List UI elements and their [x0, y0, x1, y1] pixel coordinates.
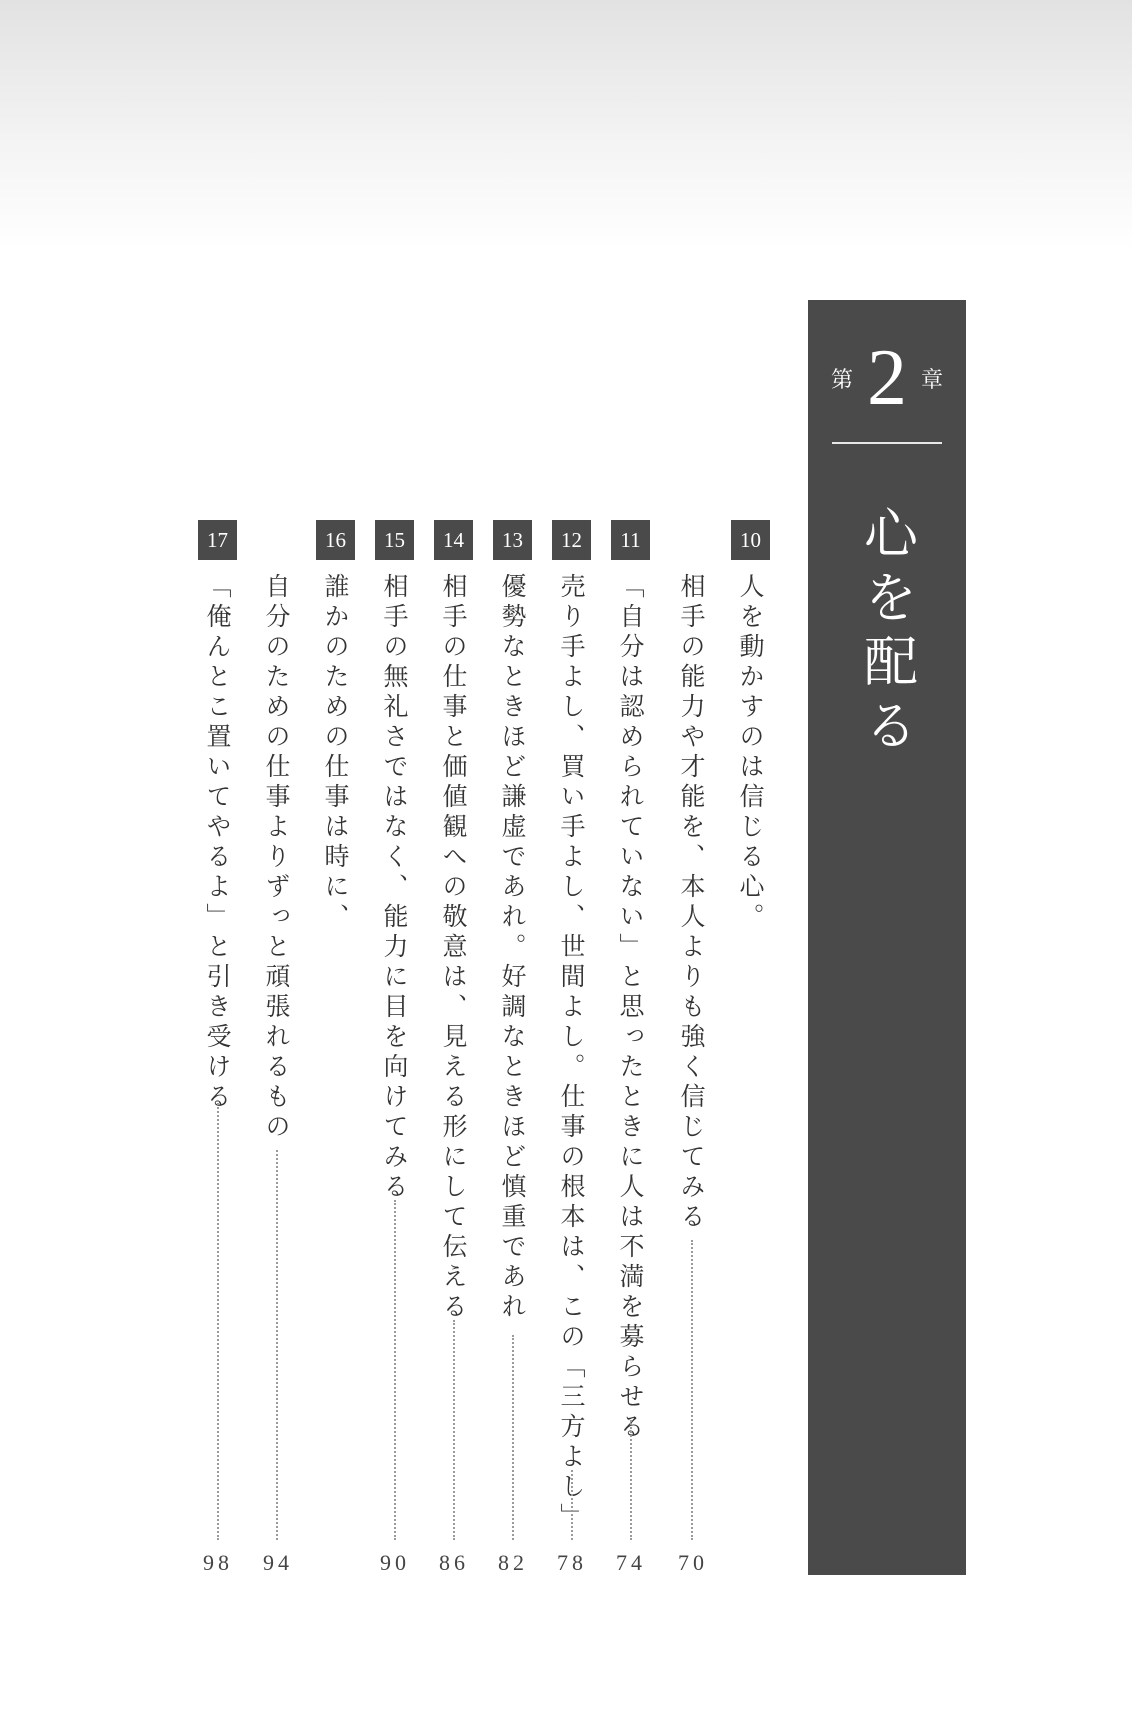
toc-entry-17[interactable] — [192, 0, 244, 1732]
dot-leader — [630, 1420, 632, 1540]
entry-page-number: 74 — [616, 1550, 646, 1575]
entry-page-number: 70 — [678, 1550, 708, 1575]
toc-entry-14[interactable] — [428, 0, 480, 1732]
dot-leader — [512, 1335, 514, 1540]
entry-title-line-2: 自分のための仕事よりずっと頑張れるもの — [262, 573, 291, 1143]
toc-entry-15[interactable] — [369, 0, 421, 1732]
entry-title-line-1: 誰かのための仕事は時に、 — [321, 573, 350, 933]
entry-title-line-1: 相手の仕事と価値観への敬意は、見える形にして伝える — [439, 573, 468, 1323]
entry-title-line-1: 「自分は認められていない」と思ったときに人は不満を募らせる — [616, 573, 645, 1443]
toc-entry-12[interactable] — [546, 0, 598, 1732]
entry-page-number: 82 — [498, 1550, 528, 1575]
entry-page-number: 86 — [439, 1550, 469, 1575]
dot-leader — [453, 1320, 455, 1540]
entry-number-badge: 13 — [493, 520, 532, 560]
chapter-title-text: 心を配る — [855, 505, 919, 761]
entry-title-line-1: 優勢なときほど謙虚であれ。好調なときほど慎重であれ — [498, 573, 527, 1323]
chapter-suffix: 章 — [921, 367, 944, 393]
dot-leader — [276, 1150, 278, 1540]
entry-page-number: 98 — [203, 1550, 233, 1575]
toc-entry-11[interactable] — [605, 0, 657, 1732]
entry-page-number: 94 — [263, 1550, 293, 1575]
entry-number-badge: 15 — [375, 520, 414, 560]
dot-leader — [691, 1240, 693, 1540]
chapter-label — [808, 334, 966, 422]
entry-title-line-1: 「俺んとこ置いてやるよ」と引き受ける — [203, 573, 232, 1113]
entry-number-badge: 17 — [198, 520, 237, 560]
chapter-title — [808, 505, 966, 761]
entry-number-badge: 12 — [552, 520, 591, 560]
chapter-panel — [808, 300, 966, 1575]
chapter-divider — [832, 442, 942, 444]
entry-number-badge: 11 — [611, 520, 650, 560]
chapter-prefix: 第 — [830, 367, 853, 393]
entry-number-badge: 14 — [434, 520, 473, 560]
entry-title-line-1: 売り手よし、買い手よし、世間よし。仕事の根本は、この「三方よし」 — [557, 573, 586, 1533]
dot-leader — [217, 1100, 219, 1540]
toc-entry-13[interactable] — [487, 0, 539, 1732]
dot-leader — [394, 1200, 396, 1540]
entry-page-number: 78 — [557, 1550, 587, 1575]
entry-number-badge: 10 — [731, 520, 770, 560]
entry-title-line-2: 相手の能力や才能を、本人よりも強く信じてみる — [677, 573, 706, 1233]
toc-entry-10-line-2[interactable] — [666, 0, 718, 1732]
entry-number-badge: 16 — [316, 520, 355, 560]
dot-leader — [571, 1470, 573, 1540]
toc-entry-16-line-2[interactable] — [251, 0, 303, 1732]
entry-title-line-1: 相手の無礼さではなく、能力に目を向けてみる — [380, 573, 409, 1203]
chapter-number: 2 — [867, 334, 907, 422]
entry-title-line-1: 人を動かすのは信じる心。 — [736, 573, 765, 933]
entry-page-number: 90 — [380, 1550, 410, 1575]
